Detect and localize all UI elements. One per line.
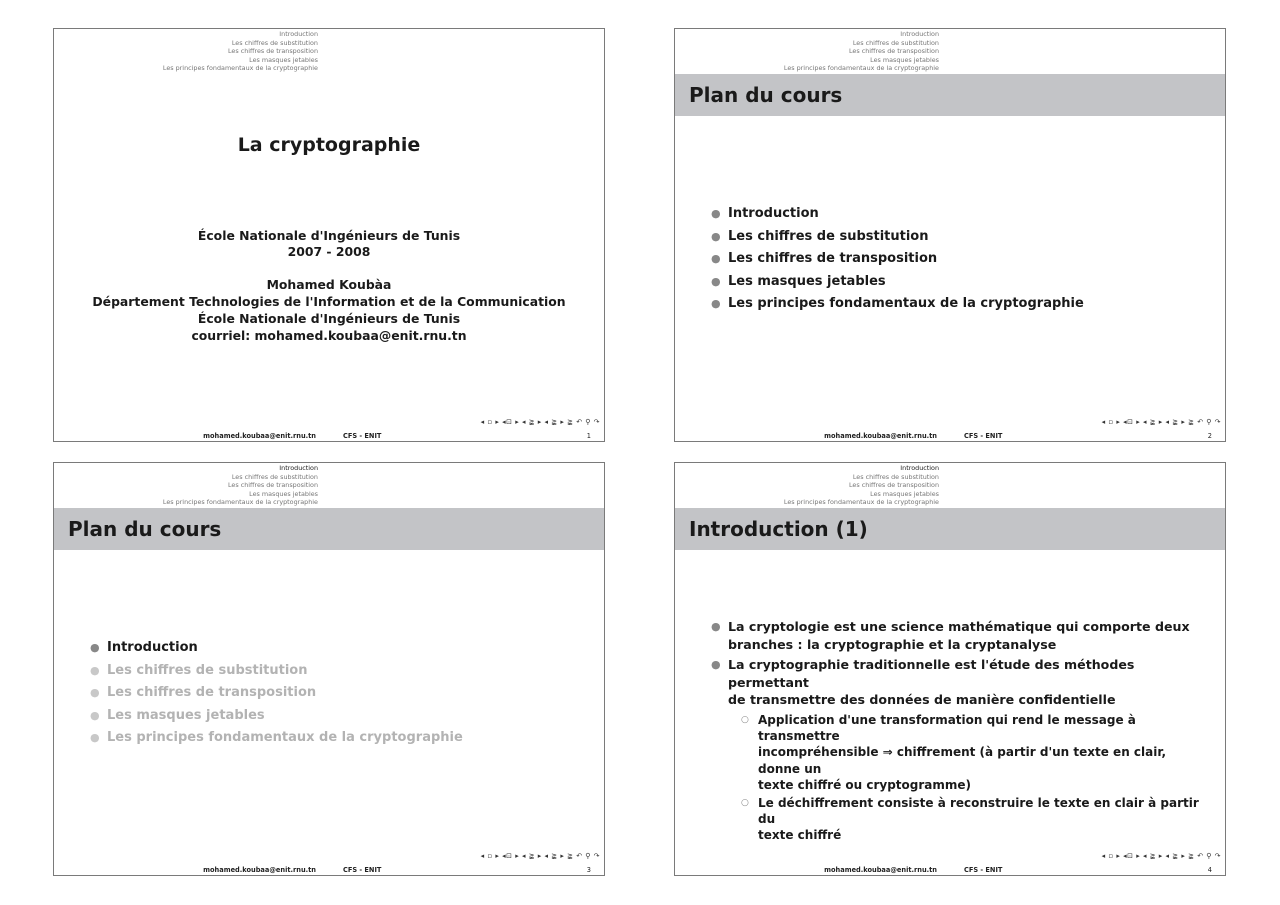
slide-footer (675, 432, 1225, 442)
outline-item: ● Les masques jetables (711, 271, 1084, 294)
bullet-icon: ● (711, 207, 721, 220)
slide-content (711, 618, 1211, 845)
footer-short-title: CFS - ENIT (964, 866, 1003, 874)
footer-short-title: CFS - ENIT (343, 432, 382, 440)
bullet-icon: ● (711, 658, 721, 671)
circle-bullet-icon: ○ (741, 714, 749, 725)
bullet-paragraph: ● La cryptographie traditionnelle est l'étude des méthodes permettant de transmettre des données de manière confidentielle (711, 657, 1135, 707)
frame-title-bar (675, 74, 1225, 116)
navigation-symbols[interactable]: ◂ ▫ ▸ ◂⊡ ▸ ◂ ≩ ▸ ◂ ≩ ▸ ≩ ↶ ⚲ ↷ (1101, 418, 1221, 426)
nav-section[interactable]: Les chiffres de transposition (227, 481, 318, 489)
circle-bullet-icon: ○ (741, 797, 749, 808)
institution: École Nationale d'Ingénieurs de Tunis (197, 228, 461, 243)
nav-section[interactable]: Les principes fondamentaux de la cryptographie (783, 498, 939, 506)
nav-section[interactable]: Les chiffres de substitution (852, 472, 939, 481)
bullet-paragraph: ● La cryptologie est une science mathématique qui comporte deux branches : la cryptographie et la cryptanalyse (711, 619, 1190, 652)
nav-section[interactable]: Les chiffres de substitution (231, 38, 318, 47)
nav-section[interactable]: Les chiffres de transposition (848, 481, 939, 489)
outline-item: ● Les principes fondamentaux de la cryptographie (711, 293, 1084, 316)
contact-email: courriel: mohamed.koubaa@enit.rnu.tn (191, 328, 467, 343)
header-nav (675, 464, 939, 507)
department: Département Technologies de l'Information et de la Communication (92, 294, 566, 309)
page-number: 3 (586, 866, 591, 874)
nav-section[interactable]: Les chiffres de transposition (227, 47, 318, 55)
slide-footer (675, 866, 1225, 876)
footer-short-title: CFS - ENIT (964, 432, 1003, 440)
frame-title: Plan du cours (68, 517, 222, 541)
nav-section[interactable]: Les masques jetables (870, 55, 939, 64)
outline-item: ● Les chiffres de substitution (711, 226, 1084, 249)
footer-email: mohamed.koubaa@enit.rnu.tn (824, 432, 937, 440)
frame-title-bar (675, 508, 1225, 550)
bullet-icon: ● (90, 686, 100, 700)
nav-section[interactable]: Introduction (279, 30, 318, 38)
slide-4 (674, 462, 1226, 876)
nav-section-current[interactable]: Introduction (900, 464, 939, 472)
header-nav (54, 30, 318, 73)
slide-3 (53, 462, 605, 876)
nav-section[interactable]: Les chiffres de transposition (848, 47, 939, 55)
navigation-symbols[interactable]: ◂ ▫ ▸ ◂⊡ ▸ ◂ ≩ ▸ ◂ ≩ ▸ ≩ ↶ ⚲ ↷ (1101, 852, 1221, 860)
outline-item-dimmed: ● Les masques jetables (90, 705, 463, 728)
nav-section[interactable]: Les masques jetables (249, 489, 318, 498)
sub-bullet: ○ Application d'une transformation qui rend le message à transmettre incompréhensible ⇒ chiffrement (à partir d'un texte en clair, donne un texte chiffré ou cryptogramme) (741, 712, 1167, 793)
nav-section-current[interactable]: Introduction (279, 464, 318, 472)
outline-item-dimmed: ● Les chiffres de substitution (90, 660, 463, 683)
header-nav (54, 464, 318, 507)
slide-footer (54, 432, 604, 442)
nav-section[interactable]: Les masques jetables (249, 55, 318, 64)
slide-footer (54, 866, 604, 876)
nav-section[interactable]: Les principes fondamentaux de la cryptographie (783, 64, 939, 72)
outline-item-dimmed: ● Les chiffres de transposition (90, 682, 463, 705)
presentation-title: La cryptographie (237, 134, 421, 156)
navigation-symbols[interactable]: ◂ ▫ ▸ ◂⊡ ▸ ◂ ≩ ▸ ◂ ≩ ▸ ≩ ↶ ⚲ ↷ (480, 852, 600, 860)
footer-email: mohamed.koubaa@enit.rnu.tn (203, 866, 316, 874)
nav-section[interactable]: Les principes fondamentaux de la cryptographie (162, 64, 318, 72)
bullet-icon: ● (90, 708, 100, 722)
academic-year: 2007 - 2008 (287, 244, 371, 259)
nav-section[interactable]: Les chiffres de substitution (231, 472, 318, 481)
header-nav (675, 30, 939, 73)
institution-2: École Nationale d'Ingénieurs de Tunis (197, 311, 461, 326)
frame-title: Plan du cours (689, 83, 843, 107)
outline-item-dimmed: ● Les principes fondamentaux de la cryptographie (90, 727, 463, 750)
nav-section[interactable]: Les chiffres de substitution (852, 38, 939, 47)
sub-bullet: ○ Le déchiffrement consiste à reconstruire le texte en clair à partir du texte chiffré (741, 795, 1199, 843)
slide-1 (53, 28, 605, 442)
frame-title: Introduction (1) (689, 517, 868, 541)
bullet-icon: ● (711, 252, 721, 266)
page-number: 1 (586, 432, 591, 440)
slide-2 (674, 28, 1226, 442)
nav-section[interactable]: Les principes fondamentaux de la cryptographie (162, 498, 318, 506)
bullet-icon: ● (711, 229, 721, 243)
outline-item-current: ● Introduction (90, 637, 463, 660)
page-number: 4 (1207, 866, 1212, 874)
author: Mohamed Koubàa (266, 277, 392, 292)
bullet-icon: ● (711, 274, 721, 288)
outline-item: ● Les chiffres de transposition (711, 248, 1084, 271)
page-number: 2 (1207, 432, 1212, 440)
frame-title-bar (54, 508, 604, 550)
footer-email: mohamed.koubaa@enit.rnu.tn (203, 432, 316, 440)
footer-email: mohamed.koubaa@enit.rnu.tn (824, 866, 937, 874)
footer-short-title: CFS - ENIT (343, 866, 382, 874)
nav-section[interactable]: Les masques jetables (870, 489, 939, 498)
bullet-icon: ● (90, 641, 100, 654)
bullet-icon: ● (711, 297, 721, 311)
outline-list (90, 637, 463, 750)
bullet-icon: ● (90, 663, 100, 677)
outline-list (711, 203, 1084, 316)
nav-section[interactable]: Introduction (900, 30, 939, 38)
outline-item: ● Introduction (711, 203, 1084, 226)
bullet-icon: ● (90, 731, 100, 745)
navigation-symbols[interactable]: ◂ ▫ ▸ ◂⊡ ▸ ◂ ≩ ▸ ◂ ≩ ▸ ≩ ↶ ⚲ ↷ (480, 418, 600, 426)
bullet-icon: ● (711, 620, 721, 633)
